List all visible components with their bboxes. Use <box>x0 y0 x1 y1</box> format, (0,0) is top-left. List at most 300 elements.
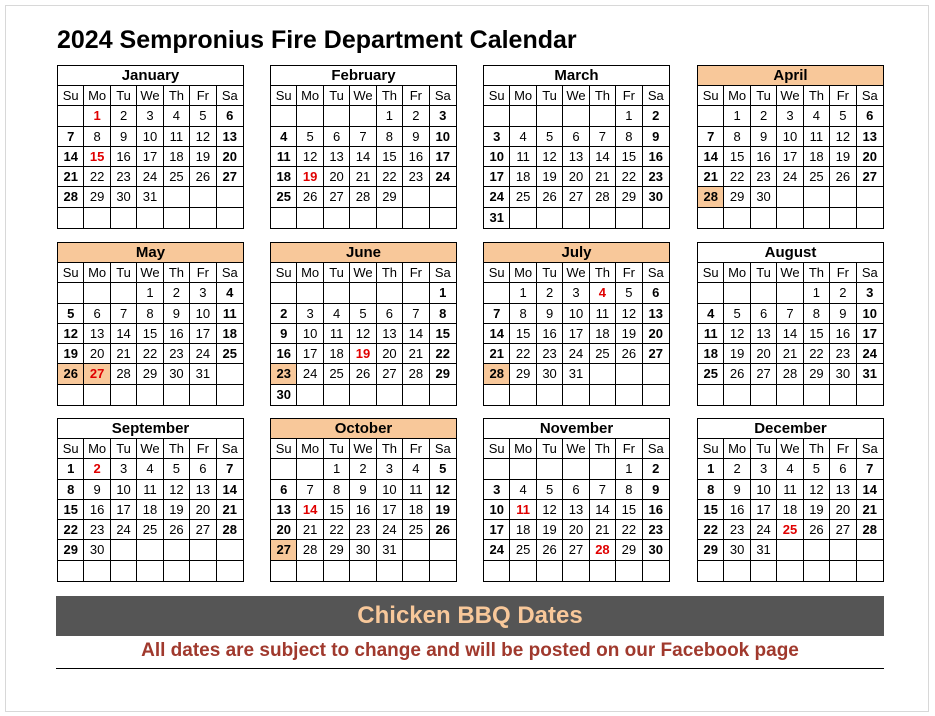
page-title: 2024 Sempronius Fire Department Calendar <box>57 26 577 54</box>
day-cell: 8 <box>430 304 456 324</box>
day-cell: 17 <box>857 324 883 344</box>
day-cell: 23 <box>643 167 669 187</box>
weekday-label: Sa <box>643 263 669 283</box>
weekday-label: We <box>777 263 803 283</box>
month-december <box>697 418 884 582</box>
day-cell: 22 <box>804 344 830 364</box>
day-cell: 18 <box>324 344 350 364</box>
empty-cell <box>111 540 137 560</box>
empty-cell <box>297 208 323 228</box>
day-grid <box>484 263 669 405</box>
day-cell: 20 <box>324 167 350 187</box>
day-cell: 30 <box>830 364 856 384</box>
empty-cell <box>537 208 563 228</box>
empty-cell <box>830 385 856 405</box>
day-cell: 30 <box>271 385 297 405</box>
day-cell: 2 <box>111 106 137 126</box>
day-cell: 10 <box>430 127 456 147</box>
empty-cell <box>804 561 830 581</box>
empty-cell <box>616 208 642 228</box>
empty-cell <box>403 283 429 303</box>
empty-cell <box>857 208 883 228</box>
day-cell: 25 <box>137 520 163 540</box>
day-cell: 26 <box>430 520 456 540</box>
day-cell: 20 <box>643 324 669 344</box>
empty-cell <box>58 106 84 126</box>
day-cell: 9 <box>350 480 376 500</box>
day-cell: 11 <box>510 500 536 520</box>
day-cell: 21 <box>58 167 84 187</box>
empty-cell <box>563 561 589 581</box>
day-cell: 14 <box>111 324 137 344</box>
empty-cell <box>350 385 376 405</box>
day-cell: 31 <box>377 540 403 560</box>
day-cell: 10 <box>484 147 510 167</box>
day-cell: 29 <box>324 540 350 560</box>
day-cell: 24 <box>563 344 589 364</box>
weekday-label: Tu <box>324 439 350 459</box>
day-cell: 4 <box>590 283 616 303</box>
day-cell: 13 <box>324 147 350 167</box>
day-cell: 21 <box>590 167 616 187</box>
day-cell: 12 <box>297 147 323 167</box>
day-cell: 26 <box>164 520 190 540</box>
day-cell: 4 <box>217 283 243 303</box>
day-cell: 4 <box>510 480 536 500</box>
day-cell: 11 <box>164 127 190 147</box>
day-cell: 26 <box>830 167 856 187</box>
day-cell: 5 <box>537 480 563 500</box>
day-cell: 1 <box>137 283 163 303</box>
day-cell: 11 <box>804 127 830 147</box>
day-cell: 8 <box>698 480 724 500</box>
day-grid <box>698 263 883 405</box>
day-cell: 8 <box>616 480 642 500</box>
weekday-label: We <box>777 439 803 459</box>
empty-cell <box>484 385 510 405</box>
empty-cell <box>297 385 323 405</box>
day-cell: 28 <box>857 520 883 540</box>
empty-cell <box>751 561 777 581</box>
weekday-label: Sa <box>430 439 456 459</box>
day-cell: 31 <box>563 364 589 384</box>
day-cell: 21 <box>217 500 243 520</box>
empty-cell <box>297 459 323 479</box>
day-cell: 21 <box>484 344 510 364</box>
day-grid <box>271 263 456 405</box>
weekday-label: Tu <box>537 263 563 283</box>
empty-cell <box>377 283 403 303</box>
empty-cell <box>137 385 163 405</box>
empty-cell <box>643 561 669 581</box>
day-cell: 10 <box>857 304 883 324</box>
day-cell: 5 <box>350 304 376 324</box>
empty-cell <box>590 364 616 384</box>
empty-cell <box>830 187 856 207</box>
day-cell: 8 <box>510 304 536 324</box>
day-cell: 20 <box>377 344 403 364</box>
day-cell: 2 <box>350 459 376 479</box>
day-cell: 6 <box>190 459 216 479</box>
weekday-label: Su <box>58 86 84 106</box>
day-cell: 25 <box>164 167 190 187</box>
empty-cell <box>271 208 297 228</box>
empty-cell <box>190 540 216 560</box>
day-cell: 23 <box>403 167 429 187</box>
day-cell: 16 <box>751 147 777 167</box>
day-cell: 9 <box>643 480 669 500</box>
day-cell: 30 <box>111 187 137 207</box>
empty-cell <box>777 561 803 581</box>
month-header: October <box>271 419 456 439</box>
day-cell: 29 <box>616 540 642 560</box>
weekday-label: Th <box>590 439 616 459</box>
day-cell: 7 <box>217 459 243 479</box>
empty-cell <box>111 385 137 405</box>
day-cell: 16 <box>111 147 137 167</box>
weekday-label: Fr <box>190 263 216 283</box>
empty-cell <box>830 561 856 581</box>
day-cell: 17 <box>430 147 456 167</box>
day-cell: 14 <box>484 324 510 344</box>
month-header: February <box>271 66 456 86</box>
day-cell: 18 <box>698 344 724 364</box>
day-cell: 18 <box>164 147 190 167</box>
empty-cell <box>297 561 323 581</box>
empty-cell <box>190 561 216 581</box>
day-cell: 20 <box>563 520 589 540</box>
day-cell: 16 <box>84 500 110 520</box>
weekday-label: Fr <box>403 86 429 106</box>
day-cell: 19 <box>724 344 750 364</box>
day-cell: 2 <box>830 283 856 303</box>
empty-cell <box>377 561 403 581</box>
day-cell: 14 <box>403 324 429 344</box>
day-cell: 23 <box>111 167 137 187</box>
empty-cell <box>350 561 376 581</box>
month-november <box>483 418 670 582</box>
day-cell: 15 <box>430 324 456 344</box>
day-cell: 10 <box>751 480 777 500</box>
day-cell: 17 <box>484 167 510 187</box>
empty-cell <box>137 540 163 560</box>
day-grid <box>271 439 456 581</box>
day-cell: 4 <box>403 459 429 479</box>
empty-cell <box>751 385 777 405</box>
day-cell: 25 <box>590 344 616 364</box>
day-cell: 30 <box>350 540 376 560</box>
bbq-banner: Chicken BBQ Dates <box>56 596 884 636</box>
day-cell: 1 <box>377 106 403 126</box>
empty-cell <box>698 283 724 303</box>
day-cell: 26 <box>190 167 216 187</box>
empty-cell <box>84 561 110 581</box>
weekday-label: Mo <box>84 439 110 459</box>
empty-cell <box>84 283 110 303</box>
weekday-label: We <box>137 86 163 106</box>
weekday-label: Mo <box>724 439 750 459</box>
empty-cell <box>484 459 510 479</box>
day-cell: 27 <box>751 364 777 384</box>
day-cell: 29 <box>58 540 84 560</box>
empty-cell <box>857 561 883 581</box>
empty-cell <box>84 385 110 405</box>
weekday-label: Tu <box>111 86 137 106</box>
day-grid <box>271 86 456 228</box>
day-cell: 2 <box>751 106 777 126</box>
day-cell: 24 <box>377 520 403 540</box>
day-cell: 9 <box>751 127 777 147</box>
day-grid <box>58 263 243 405</box>
day-cell: 8 <box>58 480 84 500</box>
day-cell: 5 <box>537 127 563 147</box>
empty-cell <box>137 561 163 581</box>
day-cell: 19 <box>190 147 216 167</box>
day-cell: 8 <box>804 304 830 324</box>
day-cell: 7 <box>698 127 724 147</box>
day-cell: 10 <box>484 500 510 520</box>
day-cell: 30 <box>643 187 669 207</box>
empty-cell <box>271 106 297 126</box>
weekday-label: Sa <box>217 263 243 283</box>
day-cell: 5 <box>58 304 84 324</box>
day-cell: 12 <box>430 480 456 500</box>
day-cell: 2 <box>84 459 110 479</box>
empty-cell <box>484 283 510 303</box>
day-cell: 3 <box>137 106 163 126</box>
weekday-label: Th <box>590 86 616 106</box>
day-cell: 17 <box>484 520 510 540</box>
day-cell: 25 <box>698 364 724 384</box>
day-cell: 23 <box>164 344 190 364</box>
day-cell: 11 <box>698 324 724 344</box>
month-september <box>57 418 244 582</box>
day-cell: 18 <box>403 500 429 520</box>
day-cell: 19 <box>430 500 456 520</box>
empty-cell <box>777 540 803 560</box>
day-cell: 5 <box>616 283 642 303</box>
day-cell: 22 <box>698 520 724 540</box>
day-cell: 9 <box>84 480 110 500</box>
day-cell: 8 <box>724 127 750 147</box>
weekday-label: Tu <box>111 263 137 283</box>
weekday-label: Su <box>271 439 297 459</box>
weekday-label: Mo <box>724 263 750 283</box>
empty-cell <box>217 540 243 560</box>
day-cell: 8 <box>324 480 350 500</box>
empty-cell <box>537 106 563 126</box>
day-cell: 17 <box>137 147 163 167</box>
day-cell: 23 <box>643 520 669 540</box>
weekday-label: Tu <box>111 439 137 459</box>
empty-cell <box>403 208 429 228</box>
day-cell: 4 <box>698 304 724 324</box>
day-cell: 29 <box>804 364 830 384</box>
weekday-label: Sa <box>430 263 456 283</box>
month-february <box>270 65 457 229</box>
day-cell: 4 <box>271 127 297 147</box>
day-cell: 1 <box>84 106 110 126</box>
day-cell: 18 <box>137 500 163 520</box>
day-cell: 8 <box>137 304 163 324</box>
day-cell: 2 <box>403 106 429 126</box>
day-cell: 21 <box>403 344 429 364</box>
day-cell: 4 <box>164 106 190 126</box>
weekday-label: Fr <box>403 263 429 283</box>
empty-cell <box>190 208 216 228</box>
day-cell: 5 <box>804 459 830 479</box>
day-cell: 21 <box>777 344 803 364</box>
weekday-label: Su <box>698 263 724 283</box>
weekday-label: We <box>563 86 589 106</box>
day-cell: 7 <box>58 127 84 147</box>
day-cell: 18 <box>804 147 830 167</box>
empty-cell <box>724 385 750 405</box>
day-cell: 30 <box>724 540 750 560</box>
empty-cell <box>563 459 589 479</box>
day-cell: 5 <box>724 304 750 324</box>
day-cell: 27 <box>643 344 669 364</box>
day-cell: 14 <box>350 147 376 167</box>
empty-cell <box>537 561 563 581</box>
empty-cell <box>190 385 216 405</box>
day-cell: 9 <box>271 324 297 344</box>
day-cell: 12 <box>804 480 830 500</box>
empty-cell <box>857 540 883 560</box>
month-header: June <box>271 243 456 263</box>
day-cell: 14 <box>217 480 243 500</box>
day-cell: 27 <box>830 520 856 540</box>
weekday-label: Mo <box>510 263 536 283</box>
day-cell: 11 <box>324 324 350 344</box>
day-cell: 9 <box>830 304 856 324</box>
empty-cell <box>777 208 803 228</box>
empty-cell <box>217 187 243 207</box>
weekday-label: Th <box>804 86 830 106</box>
weekday-label: Tu <box>537 86 563 106</box>
empty-cell <box>324 561 350 581</box>
weekday-label: Sa <box>430 86 456 106</box>
day-cell: 17 <box>190 324 216 344</box>
day-cell: 23 <box>84 520 110 540</box>
day-cell: 6 <box>563 480 589 500</box>
day-cell: 22 <box>510 344 536 364</box>
weekday-label: Sa <box>857 439 883 459</box>
empty-cell <box>297 283 323 303</box>
weekday-label: Th <box>377 86 403 106</box>
empty-cell <box>751 208 777 228</box>
weekday-label: We <box>350 439 376 459</box>
empty-cell <box>324 283 350 303</box>
month-header: March <box>484 66 669 86</box>
empty-cell <box>510 459 536 479</box>
day-cell: 20 <box>563 167 589 187</box>
empty-cell <box>271 561 297 581</box>
empty-cell <box>164 187 190 207</box>
empty-cell <box>751 283 777 303</box>
day-cell: 18 <box>217 324 243 344</box>
weekday-label: Mo <box>297 86 323 106</box>
weekday-label: Tu <box>537 439 563 459</box>
empty-cell <box>350 106 376 126</box>
weekday-label: Su <box>484 86 510 106</box>
weekday-label: Sa <box>857 263 883 283</box>
day-cell: 13 <box>643 304 669 324</box>
weekday-label: Mo <box>297 439 323 459</box>
day-cell: 1 <box>616 459 642 479</box>
day-grid <box>698 86 883 228</box>
day-grid <box>58 86 243 228</box>
empty-cell <box>590 385 616 405</box>
empty-cell <box>857 385 883 405</box>
weekday-label: Fr <box>616 439 642 459</box>
day-cell: 19 <box>58 344 84 364</box>
weekday-label: We <box>350 263 376 283</box>
day-cell: 28 <box>484 364 510 384</box>
empty-cell <box>217 208 243 228</box>
month-june <box>270 242 457 406</box>
day-cell: 30 <box>751 187 777 207</box>
weekday-label: Tu <box>324 86 350 106</box>
day-grid <box>484 439 669 581</box>
day-cell: 2 <box>164 283 190 303</box>
day-cell: 23 <box>724 520 750 540</box>
empty-cell <box>137 208 163 228</box>
empty-cell <box>643 208 669 228</box>
day-cell: 1 <box>804 283 830 303</box>
day-cell: 16 <box>537 324 563 344</box>
empty-cell <box>484 106 510 126</box>
day-cell: 16 <box>724 500 750 520</box>
weekday-label: Fr <box>190 86 216 106</box>
day-cell: 12 <box>537 500 563 520</box>
day-cell: 15 <box>137 324 163 344</box>
weekday-label: Fr <box>190 439 216 459</box>
day-cell: 10 <box>111 480 137 500</box>
day-cell: 13 <box>563 147 589 167</box>
day-cell: 27 <box>217 167 243 187</box>
month-may <box>57 242 244 406</box>
weekday-label: Fr <box>830 263 856 283</box>
day-cell: 16 <box>643 147 669 167</box>
weekday-label: Mo <box>84 86 110 106</box>
day-cell: 12 <box>537 147 563 167</box>
day-cell: 20 <box>857 147 883 167</box>
day-cell: 17 <box>563 324 589 344</box>
day-cell: 4 <box>804 106 830 126</box>
day-cell: 28 <box>217 520 243 540</box>
weekday-label: Th <box>377 263 403 283</box>
day-cell: 14 <box>590 500 616 520</box>
day-cell: 16 <box>350 500 376 520</box>
empty-cell <box>111 561 137 581</box>
day-cell: 27 <box>84 364 110 384</box>
day-cell: 25 <box>510 540 536 560</box>
day-cell: 13 <box>857 127 883 147</box>
day-cell: 31 <box>751 540 777 560</box>
weekday-label: We <box>563 263 589 283</box>
weekday-label: Th <box>804 263 830 283</box>
day-cell: 9 <box>164 304 190 324</box>
weekday-label: Mo <box>724 86 750 106</box>
empty-cell <box>643 385 669 405</box>
weekday-label: Th <box>804 439 830 459</box>
weekday-label: Th <box>590 263 616 283</box>
day-cell: 16 <box>643 500 669 520</box>
weekday-label: Fr <box>616 263 642 283</box>
day-cell: 1 <box>58 459 84 479</box>
day-cell: 22 <box>377 167 403 187</box>
